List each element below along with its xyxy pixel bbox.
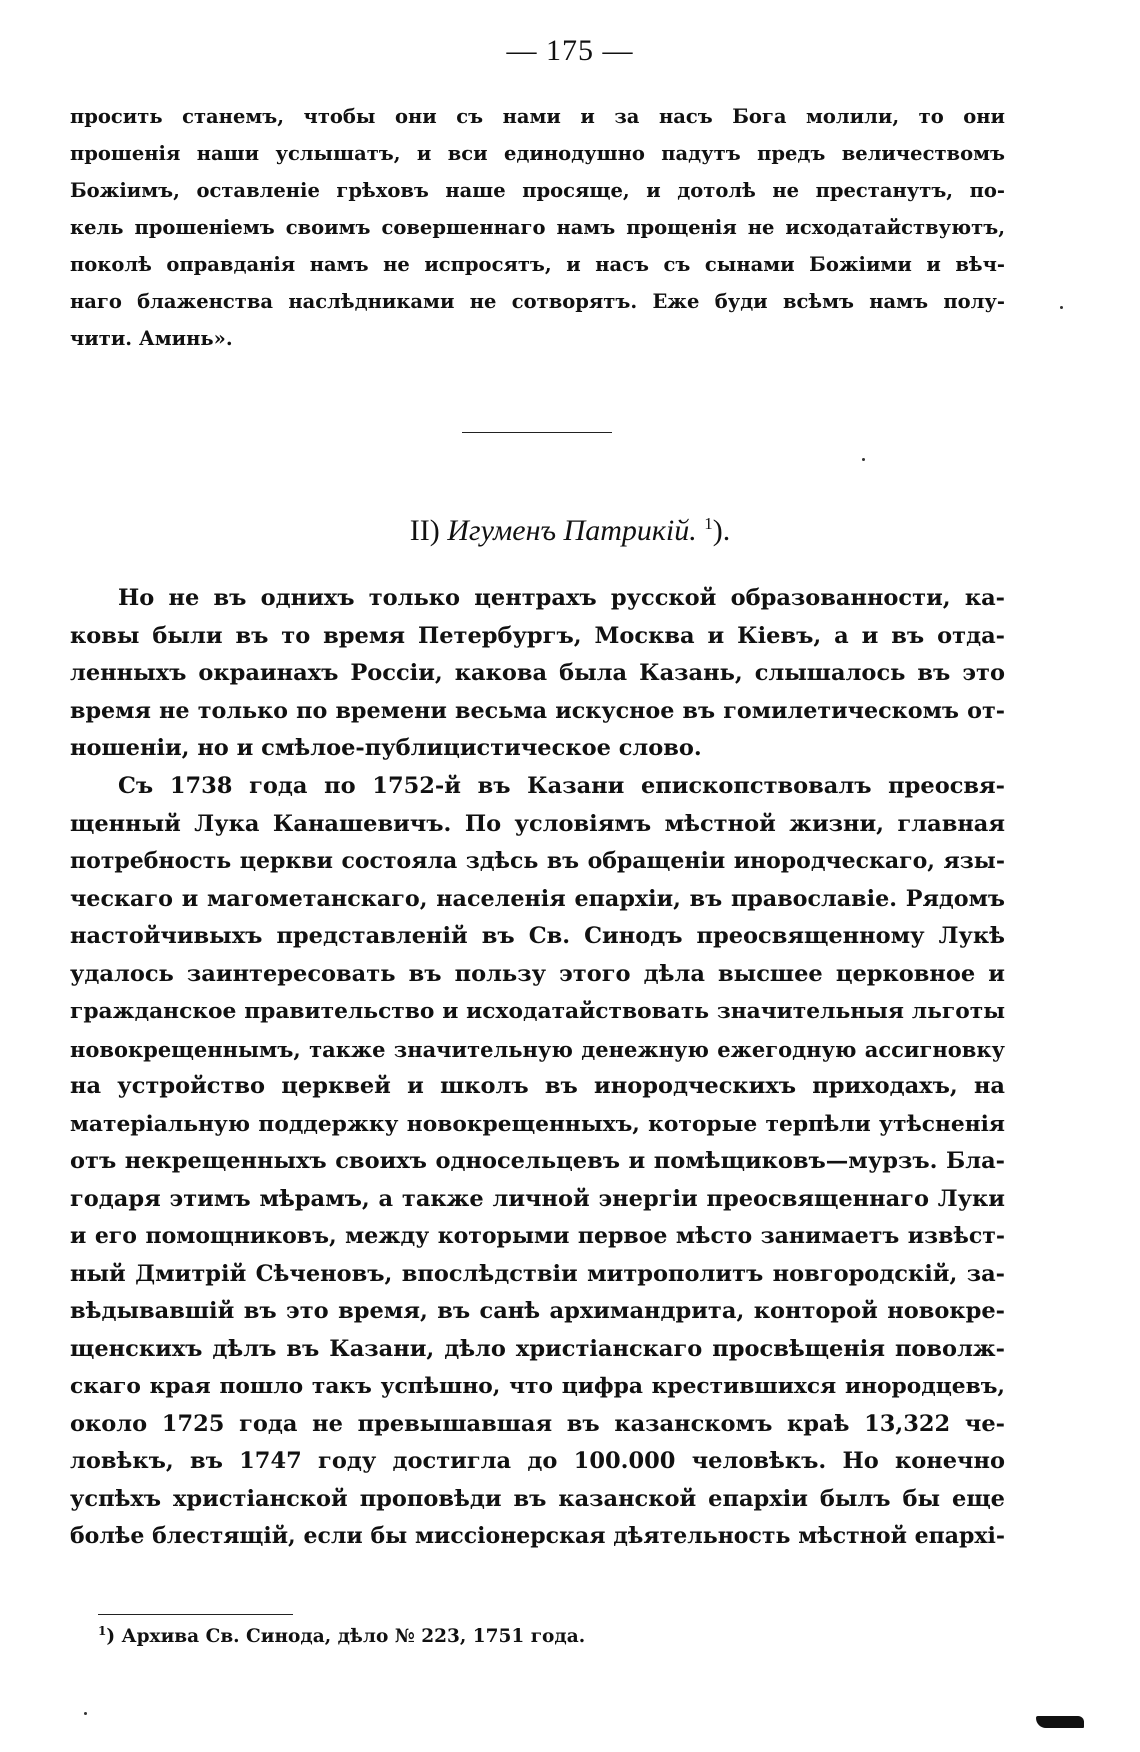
footnote <box>98 1624 998 1647</box>
text-line: на устройство церквей и школъ въ инородческихъ приходахъ, на <box>70 1073 1005 1099</box>
text-line: Божіимъ, оставленіе грѣховъ наше просяще, и дотолѣ не престанутъ, по- <box>70 179 1005 202</box>
text-line: отъ некрещенныхъ своихъ односельцевъ и помѣщиковъ—мурзъ. Бла- <box>70 1148 1005 1174</box>
text-line: кель прошеніемъ своимъ совершеннаго намъ прощенія не исходатайствуютъ, <box>70 216 1005 239</box>
text-line: время не только по времени весьма искусное въ гомилетическомъ от- <box>70 697 1005 724</box>
text-line: ленныхъ окраинахъ Россіи, какова была Казань, слышалось въ это <box>70 660 1005 686</box>
text-line: ковы были въ то время Петербургъ, Москва и Кіевъ, а и въ отда- <box>70 622 1005 649</box>
ink-blot <box>1036 1716 1084 1728</box>
page-number: — 175 — <box>506 34 634 67</box>
paragraph-2 <box>70 768 1005 1556</box>
text-line: ческаго и магометанскаго, населенія епархіи, въ православіе. Рядомъ <box>70 885 1005 912</box>
text-line: ный Дмитрій Сѣченовъ, впослѣдствіи митрополитъ новгородскій, за- <box>70 1260 1005 1287</box>
text-line: наго блаженства наслѣдниками не сотворятъ. Еже буди всѣмъ намъ полу- <box>70 290 1005 313</box>
paragraph-1 <box>70 580 1005 768</box>
text-line: поколѣ оправданія намъ не испросятъ, и насъ съ сынами Божіими и вѣч- <box>70 253 1005 276</box>
text-line: Съ 1738 года по 1752-й въ Казани епископствовалъ преосвя- <box>118 773 1005 799</box>
ink-speck <box>862 458 865 461</box>
text-line: ношеніи, но и смѣлое-публицистическое слово. <box>70 735 702 761</box>
text-line: чити. Аминь». <box>70 327 233 350</box>
text-line: прошенія наши услышатъ, и вси единодушно падутъ предъ величествомъ <box>70 142 1005 165</box>
section-title: Игуменъ Патрикій. <box>447 514 697 547</box>
text-line: ловѣкъ, въ 1747 году достигла до 100.000 человѣкъ. Но конечно <box>70 1448 1005 1474</box>
text-line: щенный Лука Канашевичъ. По условіямъ мѣстной жизни, главная <box>70 810 1005 837</box>
text-line: годаря этимъ мѣрамъ, а также личной энергіи преосвященнаго Луки <box>70 1185 1005 1212</box>
footnote-divider <box>98 1614 293 1615</box>
section-heading-close: ). <box>712 514 731 547</box>
text-line: гражданское правительство и исходатайствовать значительныя льготы <box>70 999 1005 1024</box>
text-line: удалось заинтересовать въ пользу этого дѣла высшее церковное и <box>70 960 1005 987</box>
text-line: вѣдывавшій въ это время, въ санѣ архимандрита, конторой новокре- <box>70 1298 1005 1324</box>
ink-speck <box>84 1712 87 1715</box>
text-line: матеріальную поддержку новокрещенныхъ, которые терпѣли утѣсненія <box>70 1111 1005 1137</box>
section-heading <box>0 514 1140 548</box>
text-line: Но не въ однихъ только центрахъ русской образованности, ка- <box>118 585 1005 611</box>
text-line: настойчивыхъ представленій въ Св. Синодъ преосвященному Лукѣ <box>70 923 1005 949</box>
text-line: новокрещеннымъ, также значительную денежную ежегодную ассигновку <box>70 1036 1005 1062</box>
text-line: потребность церкви состояла здѣсь въ обращеніи инородческаго, язы- <box>70 848 1005 874</box>
footnote-ref: 1 <box>704 514 713 533</box>
text-line: щенскихъ дѣлъ въ Казани, дѣло христіанскаго просвѣщенія поволж- <box>70 1335 1005 1362</box>
top-paragraph <box>70 98 1005 357</box>
section-number: II) <box>409 514 440 547</box>
text-line: скаго края пошло такъ успѣшно, что цифра крестившихся инородцевъ, <box>70 1374 1005 1399</box>
text-line: просить станемъ, чтобы они съ нами и за насъ Бога молили, то они <box>70 105 1005 128</box>
text-line: около 1725 года не превышавшая въ казанскомъ краѣ 13,322 че- <box>70 1410 1005 1437</box>
ink-speck <box>1060 306 1063 309</box>
text-line: и его помощниковъ, между которыми первое мѣсто занимаетъ извѣст- <box>70 1223 1005 1249</box>
footnote-marker: 1 <box>98 1624 107 1638</box>
footnote-text: ) Архива Св. Синода, дѣло № 223, 1751 года. <box>106 1626 586 1648</box>
section-divider <box>462 432 612 433</box>
text-line: успѣхъ христіанской проповѣди въ казанской епархіи былъ бы еще <box>70 1485 1005 1512</box>
text-line: болѣе блестящій, если бы миссіонерская дѣятельность мѣстной епархі- <box>70 1523 1005 1549</box>
